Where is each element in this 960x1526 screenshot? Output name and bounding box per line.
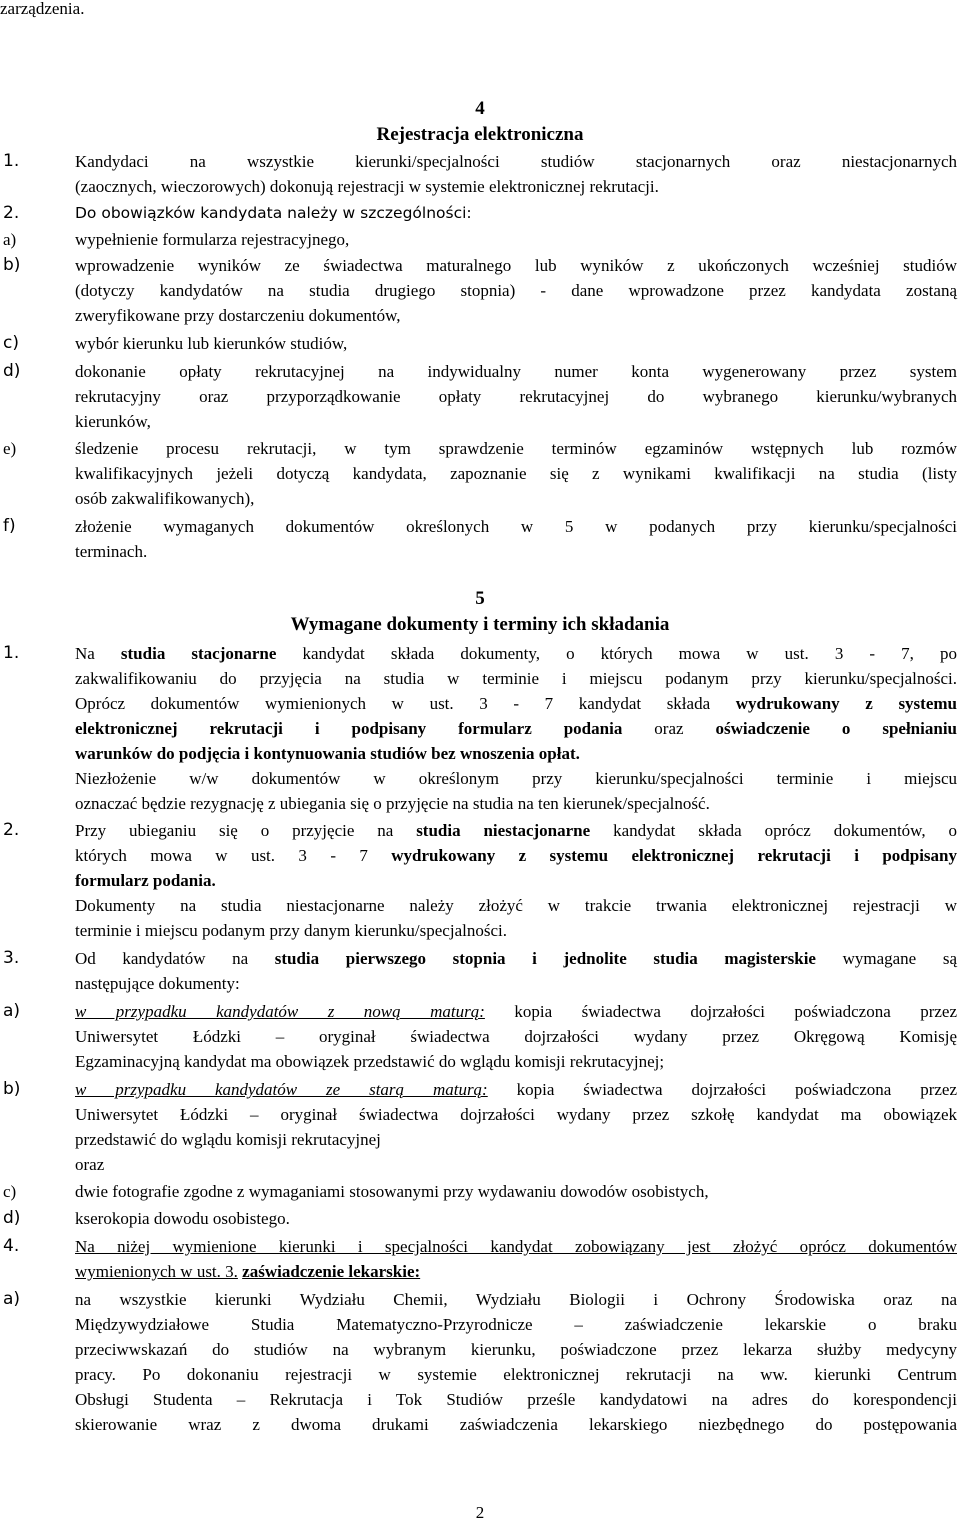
paragraph-line: Od kandydatów na studia pierwszego stopnia i jednolite studia magisterskie wymagane są xyxy=(75,949,957,968)
list-item: na wszystkie kierunki Wydziału Chemii, Wydziału Biologii i Ochrony Środowiska oraz na xyxy=(75,1290,957,1309)
list-item: wypełnienie formularza rejestracyjnego, xyxy=(75,230,350,249)
paragraph-line: (zaocznych, wieczorowych) dokonują rejestracji w systemie elektronicznej rekrutacji. xyxy=(75,177,659,196)
list-item: dwie fotografie zgodne z wymaganiami stosowanymi przy wydawaniu dowodów osobistych, xyxy=(75,1182,709,1201)
paragraph-line: terminie i miejscu podanym przy danym kierunku/specjalności. xyxy=(75,921,507,940)
paragraph-line: Na studia stacjonarne kandydat składa dokumenty, o których mowa w ust. 3 - 7, po xyxy=(75,644,957,663)
list-marker: 3. xyxy=(3,948,20,968)
list-item: Międzywydziałowe Studia Matematyczno-Przyrodnicze – zaświadczenie lekarskie o braku xyxy=(75,1315,957,1334)
list-item: w przypadku kandydatów z nową maturą: kopia świadectwa dojrzałości poświadczona przez xyxy=(75,1002,958,1021)
paragraph-line: następujące dokumenty: xyxy=(75,974,240,993)
list-marker: b) xyxy=(3,1079,21,1099)
list-item: kserokopia dowodu osobistego. xyxy=(75,1209,290,1228)
paragraph-line: Na niżej wymienione kierunki i specjalności kandydat zobowiązany jest złożyć oprócz dokumentów xyxy=(75,1237,957,1256)
list-marker: 2. xyxy=(3,203,20,223)
paragraph-line: zakwalifikowaniu do przyjęcia na studia w terminie i miejscu podanym przy kierunku/specjalności. xyxy=(75,669,957,688)
section-5-title: Wymagane dokumenty i terminy ich składania xyxy=(290,614,670,635)
paragraph-line: warunków do podjęcia i kontynuowania studiów bez wnoszenia opłat. xyxy=(75,744,580,763)
list-marker: d) xyxy=(3,361,21,381)
list-item: Obsługi Studenta – Rekrutacja i Tok Studiów prześle kandydatowi na adres do korespondencji xyxy=(75,1390,957,1409)
list-marker: a) xyxy=(3,1001,21,1021)
list-item: pracy. Po dokonaniu rejestracji w systemie elektronicznej rekrutacji na ww. kierunki Centrum xyxy=(75,1365,957,1384)
list-marker: c) xyxy=(3,1182,17,1201)
list-connector: oraz xyxy=(75,1155,105,1174)
list-item: śledzenie procesu rekrutacji, w tym sprawdzenie terminów egzaminów wstępnych lub rozmów xyxy=(75,439,957,458)
section-4-title: Rejestracja elektroniczna xyxy=(376,124,584,145)
paragraph-line: Do obowiązków kandydata należy w szczególności: xyxy=(75,204,472,222)
list-marker: 1. xyxy=(3,643,20,663)
list-marker: a) xyxy=(3,1289,21,1309)
list-item: złożenie wymaganych dokumentów określonych w 5 w podanych przy kierunku/specjalności xyxy=(75,517,957,536)
list-marker: c) xyxy=(3,333,19,353)
list-item: w przypadku kandydatów ze starą maturą: kopia świadectwa dojrzałości poświadczona przez xyxy=(75,1080,957,1099)
list-item: terminach. xyxy=(75,542,148,561)
paragraph-line: elektronicznej rekrutacji i podpisany formularz podania oraz oświadczenie o spełnianiu xyxy=(75,719,957,738)
list-item: Uniwersytet Łódzki – oryginał świadectwa dojrzałości wydany przez szkołę kandydat ma obowiązek xyxy=(75,1105,957,1124)
list-marker: b) xyxy=(3,255,21,275)
section-5-number: 5 xyxy=(475,588,485,609)
list-item: przeciwwskazań do studiów na wybranym kierunku, poświadczone przez lekarza służby medycyny xyxy=(75,1340,957,1359)
list-item: rekrutacyjny oraz przyporządkowanie opłaty rekrutacyjnej do wybranego kierunku/wybranych xyxy=(75,387,957,406)
list-marker: 4. xyxy=(3,1236,20,1256)
paragraph-line: Przy ubieganiu się o przyjęcie na studia niestacjonarne kandydat składa oprócz dokumentów, o xyxy=(75,821,957,840)
list-marker: a) xyxy=(3,230,17,249)
list-marker: d) xyxy=(3,1208,21,1228)
list-item: dokonanie opłaty rekrutacyjnej na indywidualny numer konta wygenerowany przez system xyxy=(75,362,957,381)
page-number: 2 xyxy=(475,1503,485,1522)
list-item: przedstawić do wglądu komisji rekrutacyjnej xyxy=(75,1130,381,1149)
paragraph-line: których mowa w ust. 3 - 7 wydrukowany z systemu elektronicznej rekrutacji i podpisany xyxy=(75,846,957,865)
list-item: kierunków, xyxy=(75,412,151,431)
paragraph-line: Dokumenty na studia niestacjonarne należy złożyć w trakcie trwania elektronicznej rejestracji w xyxy=(75,896,957,915)
paragraph-line: wymienionych w ust. 3. zaświadczenie lekarskie: xyxy=(75,1262,421,1281)
top-fragment: zarządzenia. xyxy=(0,0,85,18)
list-marker: f) xyxy=(3,516,16,536)
section-4-number: 4 xyxy=(475,98,485,119)
list-item: (dotyczy kandydatów na studia drugiego stopnia) - dane wprowadzone przez kandydata zostaną xyxy=(75,281,957,300)
list-marker: 2. xyxy=(3,820,20,840)
list-item: zweryfikowane przy dostarczeniu dokumentów, xyxy=(75,306,401,325)
list-item: osób zakwalifikowanych), xyxy=(75,489,255,508)
paragraph-line: oznaczać będzie rezygnację z ubiegania się o przyjęcie na studia na ten kierunek/specjalność. xyxy=(75,794,710,813)
list-item: Egzaminacyjną kandydat ma obowiązek przedstawić do wglądu komisji rekrutacyjnej; xyxy=(75,1052,665,1071)
list-marker: e) xyxy=(3,439,17,458)
paragraph-line: formularz podania. xyxy=(75,871,216,890)
list-marker: 1. xyxy=(3,151,20,171)
paragraph-line: Kandydaci na wszystkie kierunki/specjalności studiów stacjonarnych oraz niestacjonarnych xyxy=(75,152,957,171)
paragraph-line: Oprócz dokumentów wymienionych w ust. 3 - 7 kandydat składa wydrukowany z systemu xyxy=(75,694,957,713)
list-item: wprowadzenie wyników ze świadectwa maturalnego lub wyników z ukończonych wcześniej studiów xyxy=(75,256,957,275)
list-item: wybór kierunku lub kierunków studiów, xyxy=(75,334,348,353)
list-item: skierowanie wraz z dwoma drukami zaświadczenia lekarskiego niezbędnego do postępowania xyxy=(75,1415,957,1434)
list-item: Uniwersytet Łódzki – oryginał świadectwa dojrzałości wydany przez Okręgową Komisję xyxy=(75,1027,957,1046)
paragraph-line: Niezłożenie w/w dokumentów w określonym przy kierunku/specjalności terminie i miejscu xyxy=(75,769,957,788)
list-item: kwalifikacyjnych jeżeli dotyczą kandydata, zapoznanie się z wynikami kwalifikacji na studia (listy xyxy=(75,464,957,483)
